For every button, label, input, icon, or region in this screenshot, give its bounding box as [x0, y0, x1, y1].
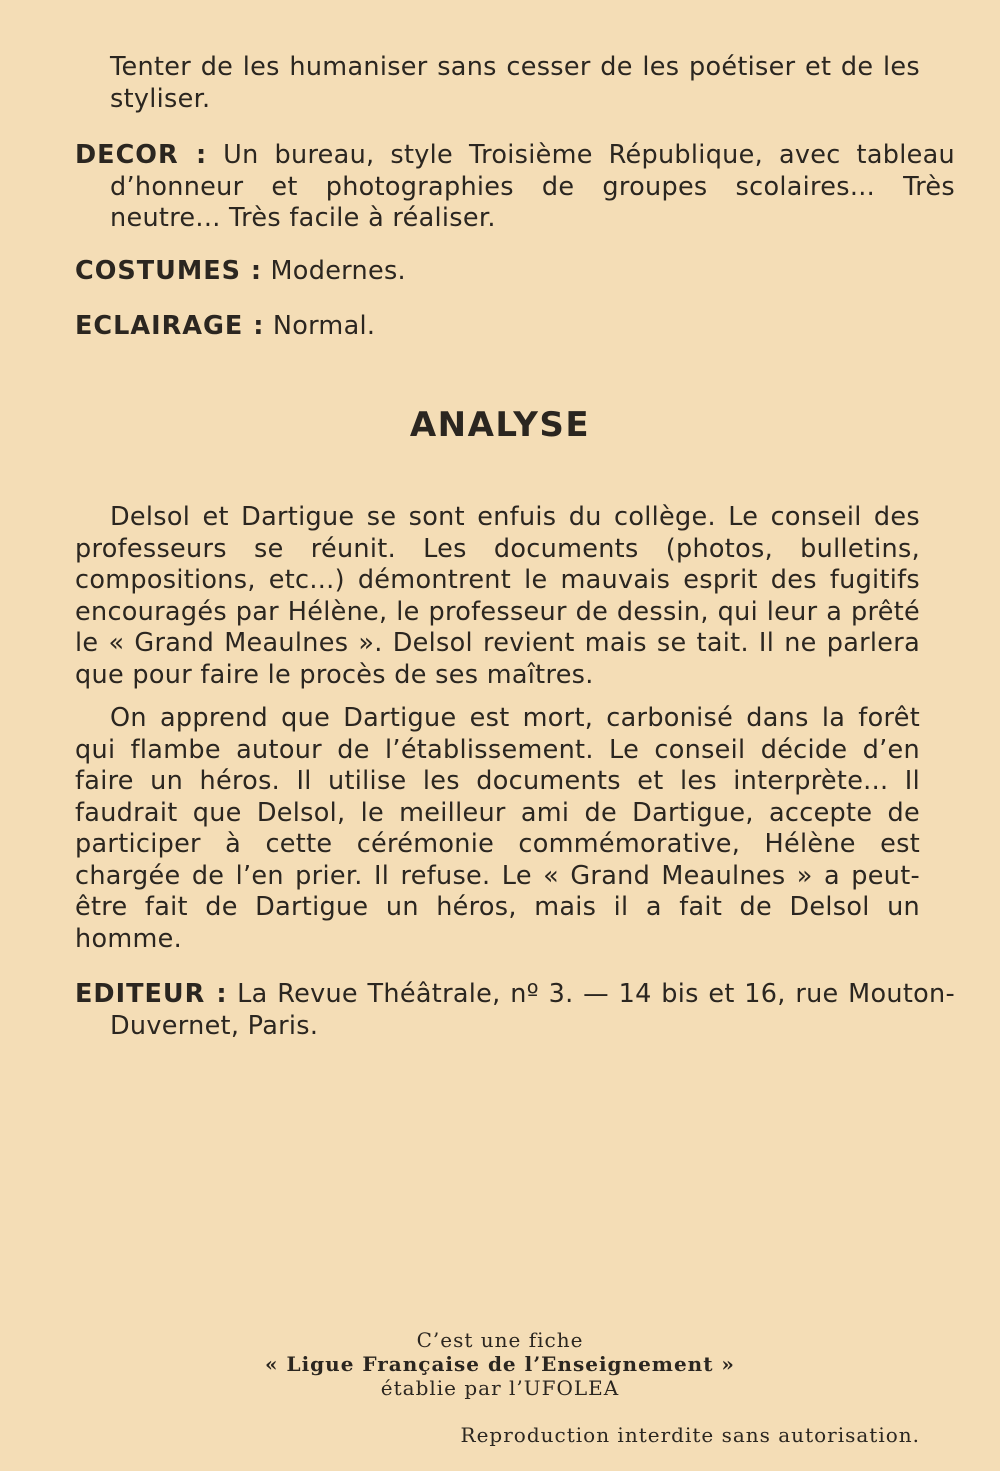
reproduction-notice: Reproduction interdite sans autorisation. — [460, 1423, 920, 1447]
editeur-label: EDITEUR : — [75, 979, 228, 1009]
decor-text: Un bureau, style Troisième République, avec tableau d’honneur et photographies de groupes scolaires... Très neutre... Très facile à réaliser. — [110, 140, 955, 233]
eclairage-entry — [75, 311, 920, 343]
costumes-label: COSTUMES : — [75, 256, 263, 286]
costumes-text: Modernes. — [270, 256, 406, 286]
eclairage-text: Normal. — [272, 311, 376, 341]
footer-line-2: « Ligue Française de l’Enseignement » — [265, 1352, 735, 1376]
editeur-text: La Revue Théâtrale, nº 3. — 14 bis et 16, rue Mouton-Duvernet, Paris. — [110, 979, 955, 1041]
intro-paragraph: Tenter de les humaniser sans cesser de les poétiser et de les styliser. — [110, 52, 920, 114]
eclairage-label: ECLAIRAGE : — [75, 311, 265, 341]
footer-line-1: C’est une fiche — [416, 1328, 584, 1352]
decor-label: DECOR : — [75, 140, 208, 170]
editeur-entry — [75, 979, 955, 1042]
decor-entry — [75, 140, 955, 235]
footer-line-3: établie par l’UFOLEA — [380, 1376, 620, 1400]
analyse-heading: ANALYSE — [409, 405, 591, 445]
analyse-paragraph-2: On apprend que Dartigue est mort, carbonisé dans la forêt qui flambe autour de l’établissement. Le conseil décide d’en faire un héros. Il utilise les documents et les interprète... Il faudrait que Delsol, le meilleur ami de Dartigue, accepte de participer à cette cérémonie commémorative, Hélène est chargée de l’en prier. Il refuse. Le « Grand Meaulnes » a peut-être fait de Dartigue un héros, mais il a fait de Delsol un homme. — [75, 703, 920, 954]
costumes-entry — [75, 256, 920, 288]
analyse-paragraph-1: Delsol et Dartigue se sont enfuis du collège. Le conseil des professeurs se réunit. Les documents (photos, bulletins, compositions, etc...) démontrent le mauvais esprit des fugitifs encouragés par Hélène, le professeur de dessin, qui leur a prêté le « Grand Meaulnes ». Delsol revient mais se tait. Il ne parlera que pour faire le procès de ses maîtres. — [75, 502, 920, 690]
